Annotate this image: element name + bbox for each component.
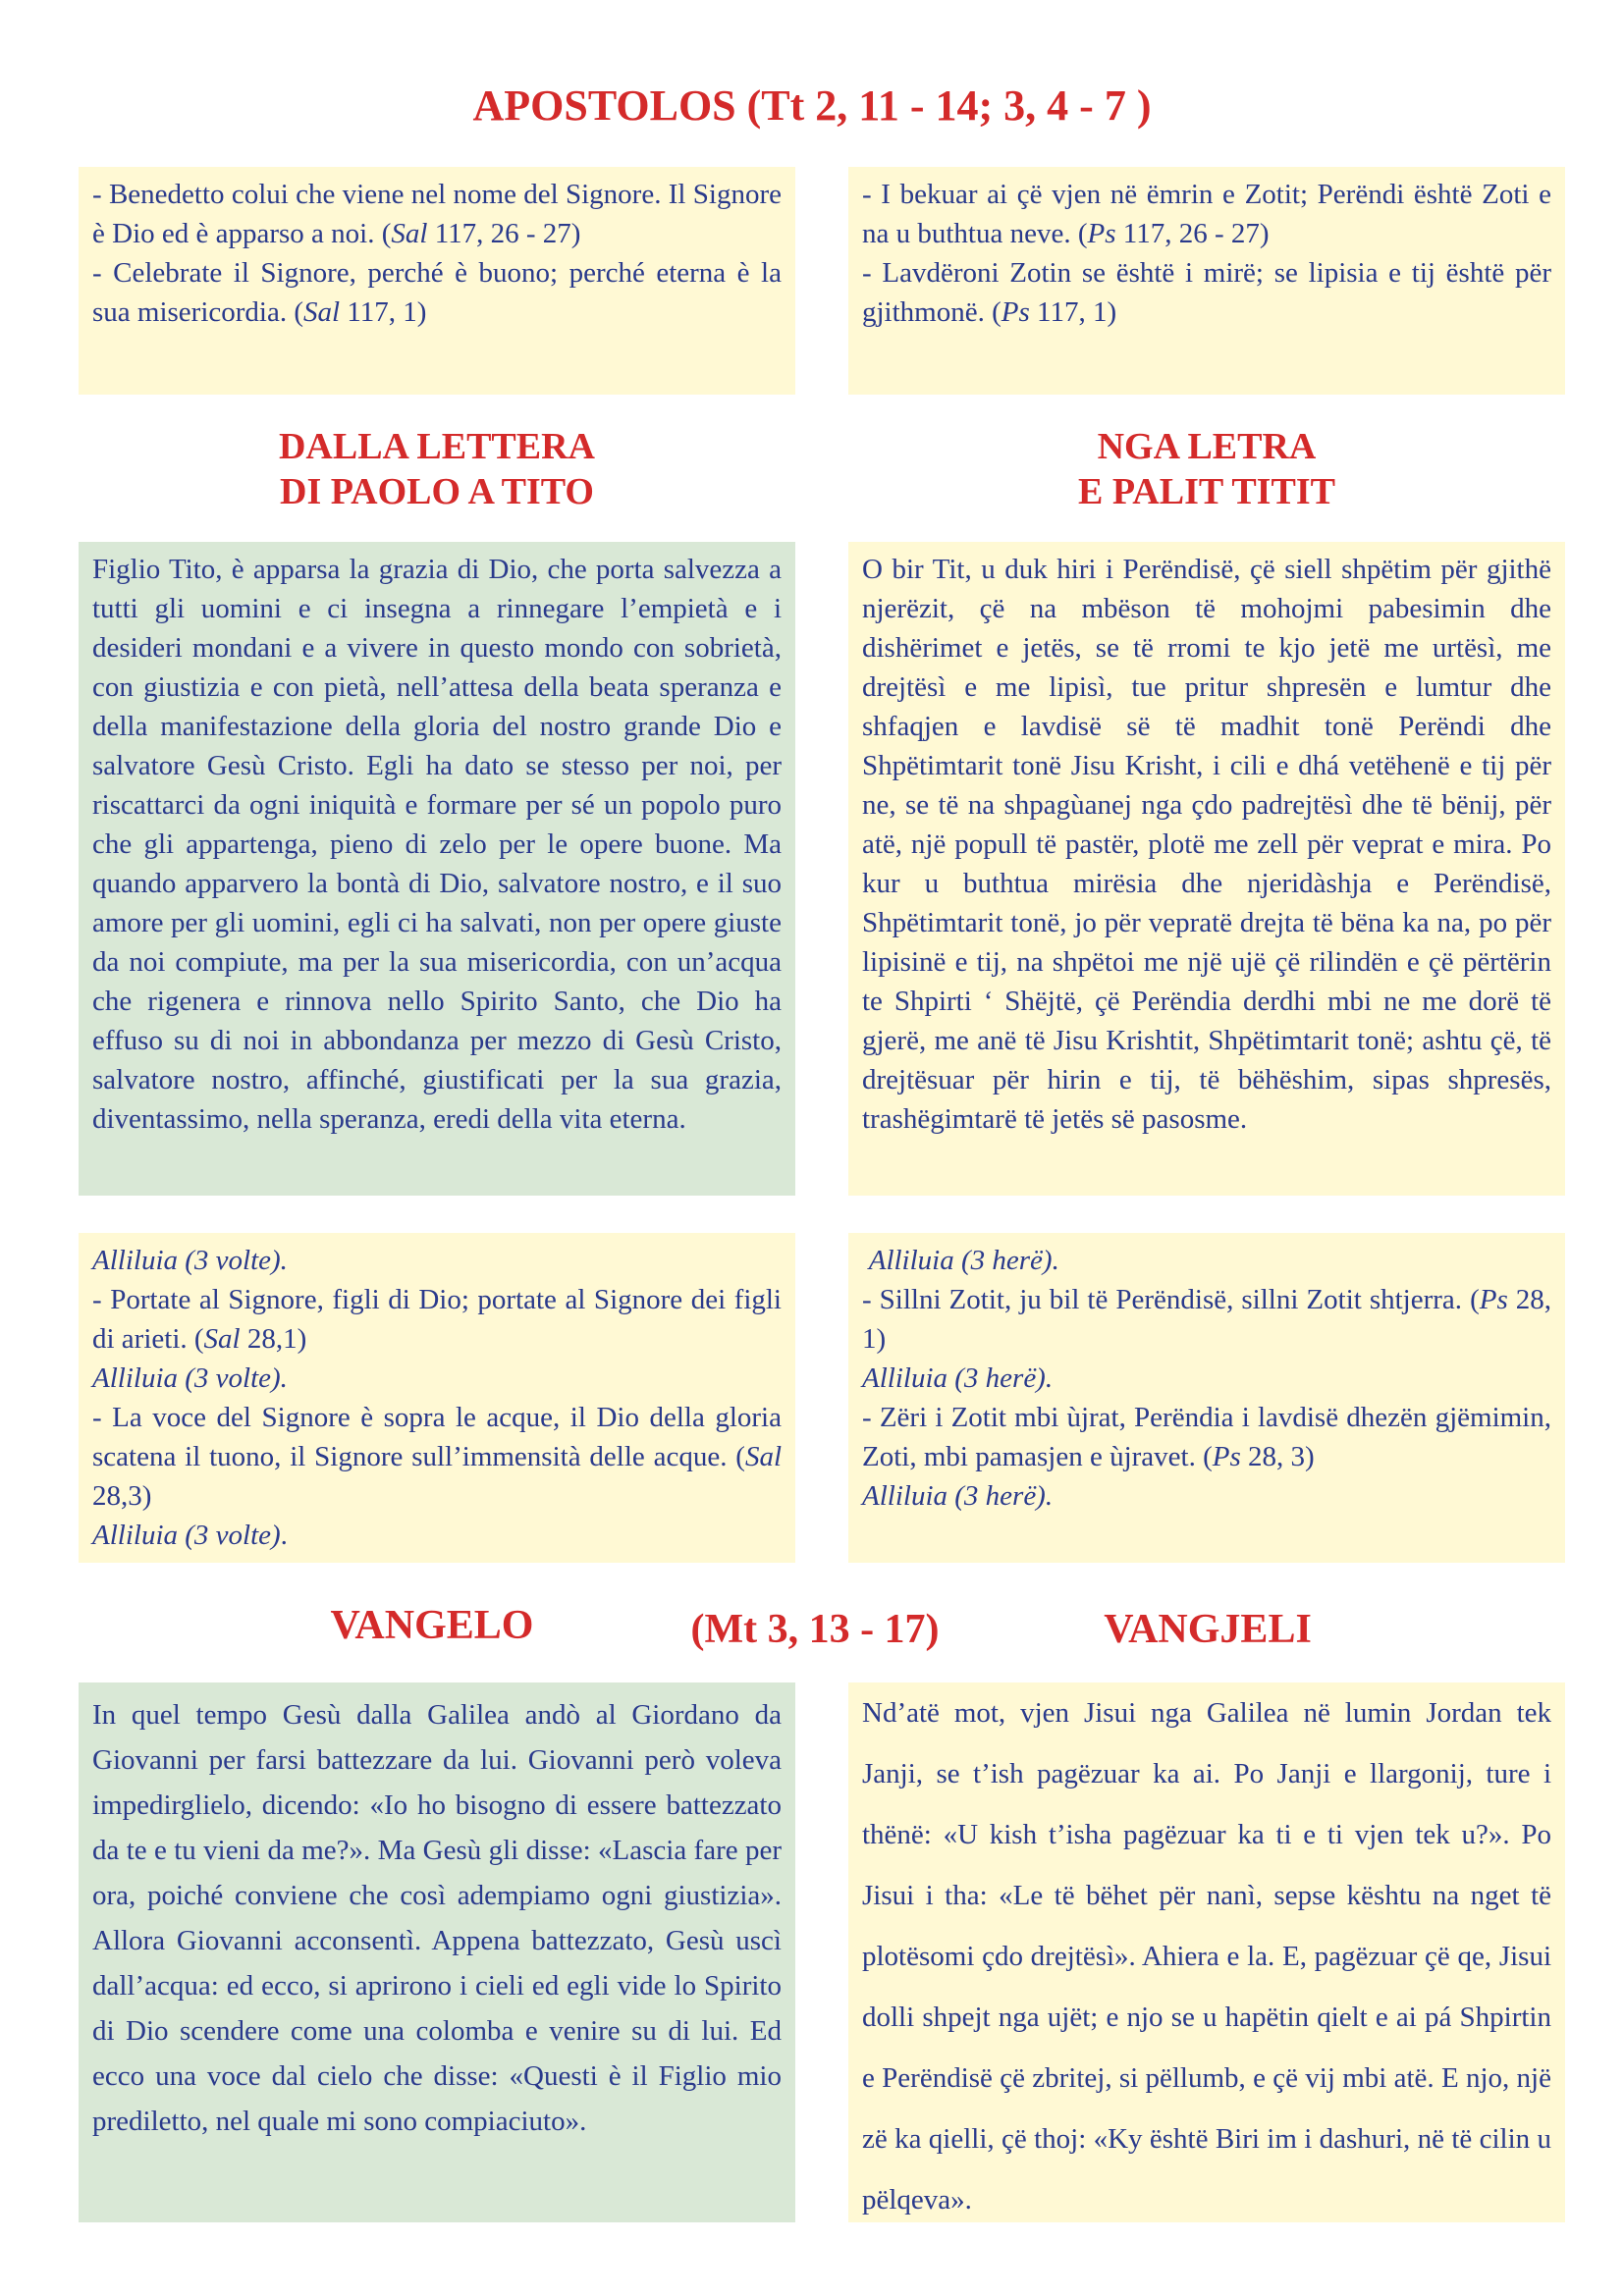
epistle-it-text: Figlio Tito, è apparsa la grazia di Dio, che porta salvezza a tutti gli uomini e ci insegna a rinnegare l’empietà e i desideri mondani e a vivere in questo mondo con sobrietà, con giustizia e con pietà, nell’attesa della beata speranza e della manifestazione della gloria del nostro grande Dio e salvatore Gesù Cristo. Egli ha dato se stesso per noi, per riscattarci da ogni iniquità e formare per sé un popolo puro che gli appartenga, pieno di zelo per le opere buone. Ma quando apparvero la bontà di Dio, salvatore nostro, e il suo amore per gli uomini, egli ci ha salvati, non per opere giuste da noi compiute, ma per la sua misericordia, con un’acqua che rigenera e rinnova nello Spirito Santo, che Dio ha effuso su di noi in abbondanza per mezzo di Gesù Cristo, salvatore nostro, affinché, giustificati per la sua grazia, diventassimo, nella speranza, eredi della vita eterna. bbox=[92, 554, 782, 1135]
epistle-sq-heading bbox=[848, 424, 1565, 514]
alleluia-sq-box bbox=[848, 1233, 1565, 1563]
gospel-sq-box bbox=[848, 1682, 1565, 2222]
alleluia-sq-refrain-1: Alliluia (3 herë). bbox=[862, 1245, 1059, 1276]
alleluia-it-refrain-2: Alliluia (3 volte). bbox=[92, 1362, 288, 1394]
epistle-sq-heading-line-2: E PALIT TITIT bbox=[1078, 471, 1335, 512]
gospel-reference: (Mt 3, 13 - 17) bbox=[690, 1607, 940, 1652]
epistle-it-box bbox=[79, 542, 795, 1196]
prokimenon-sq-verse-1: - I bekuar ai çë vjen në ëmrin e Zotit; Perëndi është Zoti e na u buthtua neve. (Ps 117, 26 - 27) bbox=[862, 179, 1551, 249]
alleluia-it-verse-1: - Portate al Signore, figli di Dio; portate al Signore dei figli di arieti. (Sal 28,1) bbox=[92, 1284, 782, 1355]
gospel-it-text: In quel tempo Gesù dalla Galilea andò al Giordano da Giovanni per farsi battezzare da lui. Giovanni però voleva impedirglielo, dicendo: «Io ho bisogno di essere battezzato da te e tu vieni da me?». Ma Gesù gli disse: «Lascia fare per ora, poiché conviene che così adempiamo ogni giustizia». Allora Giovanni acconsentì. Appena battezzato, Gesù uscì dall’acqua: ed ecco, si aprirono i cieli ed egli vide lo Spirito di Dio scendere come una colomba e venire su di lui. Ed ecco una voce dal cielo che disse: «Questi è il Figlio mio prediletto, nel quale mi sono compiaciuto». bbox=[92, 1699, 782, 2137]
epistle-it-heading-line-2: DI PAOLO A TITO bbox=[280, 471, 594, 512]
epistle-sq-text: O bir Tit, u duk hiri i Perëndisë, çë siell shpëtim për gjithë njerëzit, çë na mbëson të mohojmi pabesimin dhe dishërimet e jetës, se të rromi te kjo jetë me urtësì, me drejtësì e me lipisì, tue pritur shpresën e lumtur dhe shfaqjen e lavdisë së të madhit tonë Perëndi dhe Shpëtimtarit tonë Jisu Krisht, i cili e dhá vetëhenë e tij për ne, se të na shpagùanej nga çdo padrejtësì dhe të bënij, për atë, një popull të pastër, plotë me zell për veprat e mira. Po kur u buthtua mirësia dhe njeridàshja e Perëndisë, Shpëtimtarit tonë, jo për vepratë drejta të bëna ka na, po për lipisinë e tij, na shpëtoi me një ujë çë rilindën e çë përtërin te Shpirti ‘ Shëjtë, çë Perëndia derdhi mbi ne me dorë të gjerë, me anë të Jisu Krishtit, Shpëtimtarit tonë; ashtu çë, të drejtësuar për hirin e tij, të bëhëshim, sipas shpresës, trashëgimtarë të jetës së pasosme. bbox=[862, 554, 1551, 1135]
epistle-it-heading bbox=[79, 424, 795, 514]
gospel-sq-text: Nd’atë mot, vjen Jisui nga Galilea në lumin Jordan tek Janji, se t’ish pagëzuar ka ai. Po Janji e llargonij, ture i thënë: «U kish t’isha pagëzuar ka ti e ti vjen tek u?». Po Jisui i tha: «Le të bëhet për nanì, sepse kështu na nget të plotësomi çdo drejtësì». Ahiera e la. E, pagëzuar çë qe, Jisui dolli shpejt nga ujët; e njo se u hapëtin qielt e ai pá Shpirtin e Perëndisë çë zbritej, si pëllumb, e çë vij mbi atë. E njo, një zë ka qielli, çë thoj: «Ky është Biri im i dashuri, në të cilin u pëlqeva». bbox=[862, 1697, 1551, 2216]
gospel-it-box bbox=[79, 1682, 795, 2222]
epistle-sq-heading-line-1: NGA LETRA bbox=[1097, 426, 1317, 467]
apostolos-title: APOSTOLOS (Tt 2, 11 - 14; 3, 4 - 7 ) bbox=[472, 81, 1152, 130]
alleluia-sq-refrain-3: Alliluia (3 herë). bbox=[862, 1480, 1054, 1512]
prokimenon-sq-box bbox=[848, 167, 1565, 395]
prokimenon-it-verse-1: - Benedetto colui che viene nel nome del Signore. Il Signore è Dio ed è apparso a noi. (Sal 117, 26 - 27) bbox=[92, 179, 782, 249]
alleluia-it-refrain-3: Alliluia (3 volte). bbox=[92, 1520, 288, 1551]
alleluia-it-refrain-1: Alliluia (3 volte). bbox=[92, 1245, 288, 1276]
prokimenon-it-box bbox=[79, 167, 795, 395]
alleluia-sq-refrain-2: Alliluia (3 herë). bbox=[862, 1362, 1054, 1394]
prokimenon-sq-verse-2: - Lavdëroni Zotin se është i mirë; se lipisia e tij është për gjithmonë. (Ps 117, 1) bbox=[862, 257, 1551, 328]
alleluia-it-box bbox=[79, 1233, 795, 1563]
alleluia-sq-verse-1: - Sillni Zotit, ju bil të Perëndisë, sillni Zotit shtjerra. (Ps 28, 1) bbox=[862, 1284, 1552, 1355]
alleluia-it-verse-2: - La voce del Signore è sopra le acque, il Dio della gloria scatena il tuono, il Signore sull’immensità delle acque. (Sal 28,3) bbox=[92, 1402, 782, 1512]
gospel-sq-heading: VANGJELI bbox=[1104, 1607, 1312, 1652]
prokimenon-it-verse-2: - Celebrate il Signore, perché è buono; perché eterna è la sua misericordia. (Sal 117, 1) bbox=[92, 257, 782, 328]
alleluia-sq-verse-2: - Zëri i Zotit mbi ùjrat, Perëndia i lavdisë dhezën gjëmimin, Zoti, mbi pamasjen e ùjravet. (Ps 28, 3) bbox=[862, 1402, 1551, 1472]
gospel-it-heading: VANGELO bbox=[330, 1603, 534, 1648]
epistle-it-heading-line-1: DALLA LETTERA bbox=[278, 426, 596, 467]
epistle-sq-box bbox=[848, 542, 1565, 1196]
